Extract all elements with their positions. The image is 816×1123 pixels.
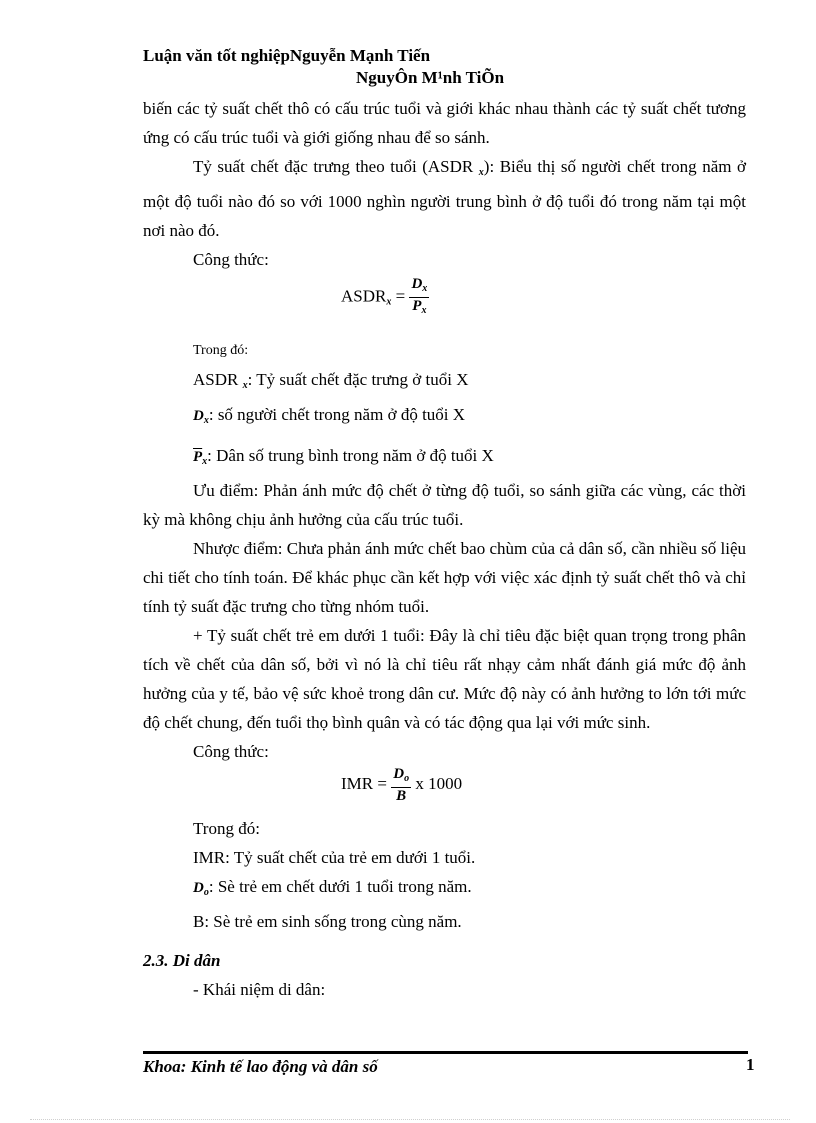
formula-fraction: $\frac{D_x}{\overline{P}_x}$	[411, 276, 428, 316]
list-item: - Khái niệm di dân:	[193, 980, 326, 999]
where-label: Trong đó:	[193, 819, 260, 838]
header-author: NguyÔn M¹nh TiÕn	[356, 68, 505, 87]
definition: $D_o$: Sè trẻ em chết dưới 1 tuổi trong năm.	[193, 877, 472, 898]
formula-asdr: $ASDR_x$ = $\frac{D_x}{\overline{P}_x}$	[143, 274, 746, 336]
formula-fraction: $\frac{D_o}{B}$	[393, 766, 410, 804]
paragraph: biến các tỷ suất chết thô có cấu trúc tuổi và giới khác nhau thành các tỷ suất chết tương ứng có cấu trúc tuổi và giới giống nhau để so sánh.	[143, 99, 746, 147]
formula-label: Công thức:	[193, 742, 269, 761]
paragraph-asdr: Tỷ suất chết đặc trưng theo tuổi (ASDR $_x$): Biểu thị số người chết trong năm ở một độ tuổi nào đó so với 1000 nghìn người trung bình ở độ tuổi đó trong năm tại một nơi nào đó.	[143, 157, 746, 240]
page-edge-divider	[30, 1119, 790, 1120]
footer-divider	[143, 1051, 748, 1054]
paragraph-infant-mortality: + Tỷ suất chết trẻ em dưới 1 tuổi: Đây là chỉ tiêu đặc biệt quan trọng trong phân tích về chết của dân số, bởi vì nó là chỉ tiêu rất nhạy cảm nhất đánh giá mức độ ảnh hưởng của y tế, bảo vệ sức khoẻ trong dân cư. Mức độ này có ảnh hưởng to lớn tới mức độ chết chung, đến tuổi thọ bình quân và có tác động qua lại với mức sinh.	[143, 626, 746, 732]
definition: IMR: Tỷ suất chết của trẻ em dưới 1 tuổi.	[193, 848, 476, 867]
definition: B: Sè trẻ em sinh sống trong cùng năm.	[193, 912, 462, 931]
document-body	[143, 94, 746, 1004]
where-label: Trong đó:	[193, 343, 249, 358]
paragraph-disadvantages: Nhược điểm: Chưa phản ánh mức chết bao chùm của cả dân số, cần nhiều số liệu chi tiết cho tính toán. Để khác phục cần kết hợp với việc xác định tỷ suất chết thô và chỉ tính tỷ suất đặc trưng cho từng nhóm tuổi.	[143, 539, 746, 616]
footer-faculty: Khoa: Kinh tế lao động và dân số	[143, 1057, 378, 1076]
formula-label: Công thức:	[193, 250, 269, 269]
definition: ASDR $_x$: Tỷ suất chết đặc trưng ở tuổi X	[193, 370, 469, 391]
paragraph-advantages: Ưu điểm: Phản ánh mức độ chết ở từng độ tuổi, so sánh giữa các vùng, các thời kỳ mà không chịu ảnh hưởng của cấu trúc tuổi.	[143, 481, 746, 529]
header-title: Luận văn tốt nghiệpNguyễn Mạnh Tiến	[143, 46, 431, 65]
definition: $D_x$: số người chết trong năm ở độ tuổi X	[193, 405, 466, 426]
page-number: 1	[746, 1055, 755, 1074]
definition: $\overline{P}_x$: Dân số trung bình trong năm ở độ tuổi X	[193, 446, 494, 467]
formula-imr: IMR = $\frac{D_o}{B}$ x 1000	[341, 766, 463, 804]
section-heading: 2.3. Di dân	[143, 951, 221, 970]
